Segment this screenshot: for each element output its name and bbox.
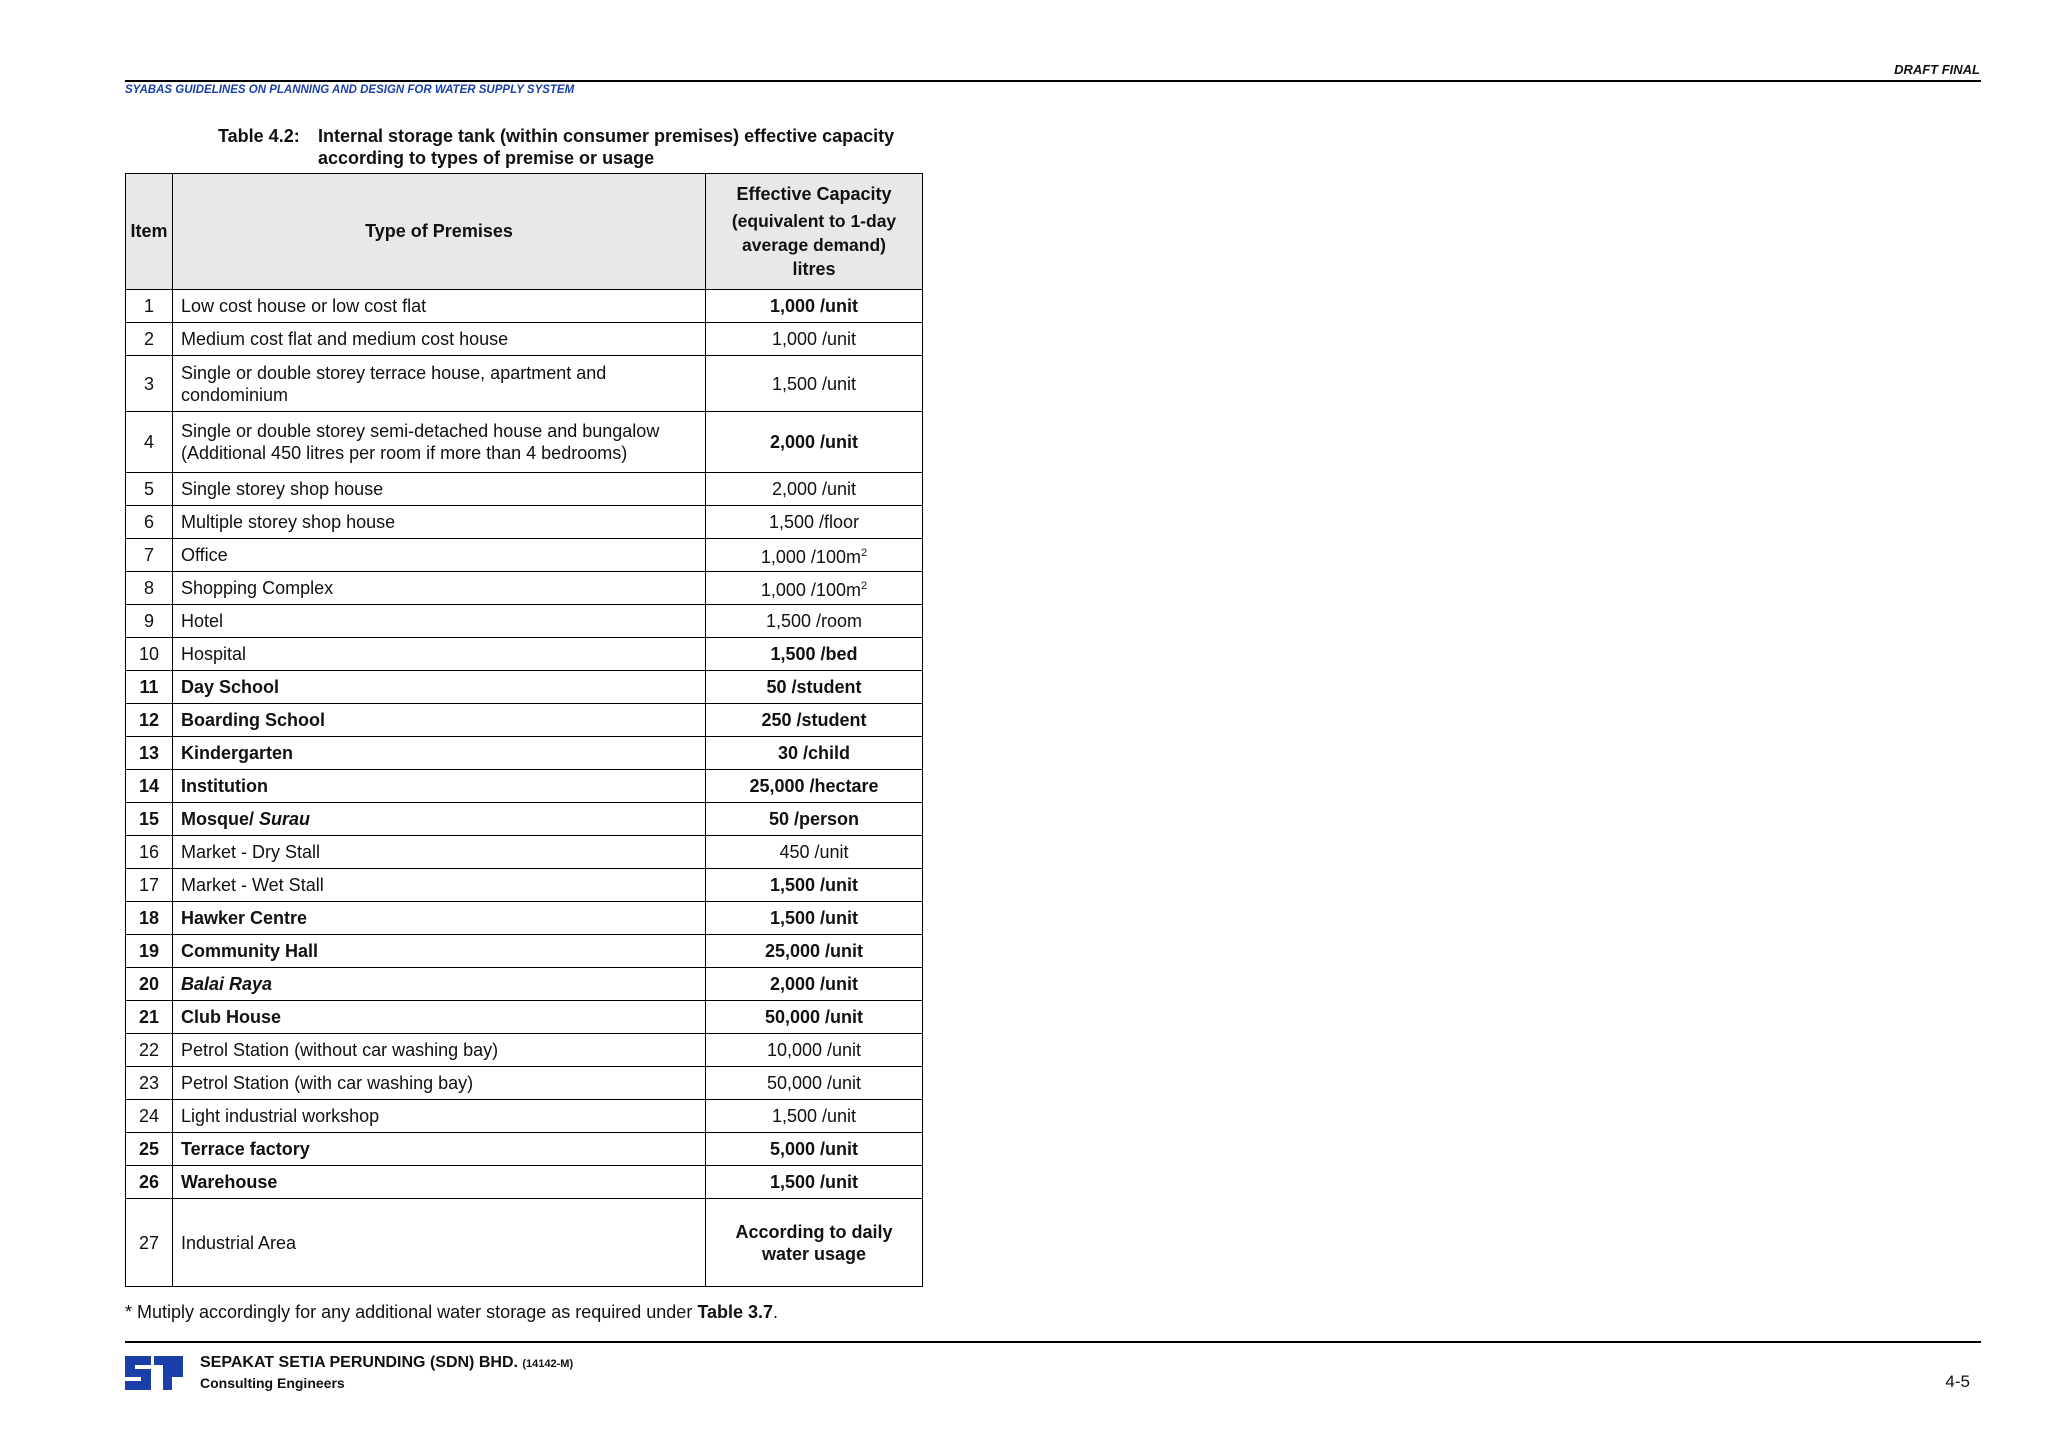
row-capacity: 1,500 /unit (706, 869, 923, 902)
row-capacity: 2,000 /unit (706, 968, 923, 1001)
logo-shape (125, 1356, 183, 1390)
row-capacity: 50,000 /unit (706, 1001, 923, 1034)
row-item: 8 (126, 572, 173, 605)
row-type-italic: Surau (259, 809, 311, 829)
row-item: 13 (126, 737, 173, 770)
table-row (126, 737, 923, 770)
document-title: SYABAS GUIDELINES ON PLANNING AND DESIGN FOR WATER SUPPLY SYSTEM (125, 84, 575, 96)
row-type: Office (173, 539, 706, 572)
row-type: Petrol Station (with car washing bay) (173, 1067, 706, 1100)
row-type-text: Mosque/ (181, 809, 255, 829)
row-item: 12 (126, 704, 173, 737)
row-type: Market - Dry Stall (173, 836, 706, 869)
row-type: Hotel (173, 605, 706, 638)
row-item: 19 (126, 935, 173, 968)
row-item: 25 (126, 1133, 173, 1166)
company-logo-icon (125, 1356, 183, 1390)
row-item: 3 (126, 356, 173, 412)
header-capacity-line2: (equivalent to 1-day average demand) (731, 210, 897, 255)
row-type: Multiple storey shop house (173, 506, 706, 539)
company-name-text: SEPAKAT SETIA PERUNDING (SDN) BHD. (200, 1354, 518, 1371)
company-name (200, 1354, 573, 1372)
row-item: 9 (126, 605, 173, 638)
row-capacity: 1,500 /unit (706, 1166, 923, 1199)
table-row (126, 412, 923, 473)
table-row (126, 506, 923, 539)
row-capacity: 50,000 /unit (706, 1067, 923, 1100)
row-type: Boarding School (173, 704, 706, 737)
table-row (126, 1001, 923, 1034)
table-row (126, 935, 923, 968)
row-capacity: 25,000 /unit (706, 935, 923, 968)
table-row (126, 770, 923, 803)
row-type-line1: Single or double storey semi-detached house and bungalow (181, 421, 660, 441)
row-capacity: 5,000 /unit (706, 1133, 923, 1166)
footer-rule (125, 1341, 1981, 1343)
table-row (126, 836, 923, 869)
row-type: Medium cost flat and medium cost house (173, 323, 706, 356)
table-row (126, 1199, 923, 1287)
row-item: 10 (126, 638, 173, 671)
header-capacity (706, 174, 923, 290)
table-footnote (125, 1302, 778, 1323)
row-capacity: 25,000 /hectare (706, 770, 923, 803)
row-item: 22 (126, 1034, 173, 1067)
capacity-superscript: 2 (860, 547, 868, 559)
header-type: Type of Premises (173, 174, 706, 290)
row-type: Hospital (173, 638, 706, 671)
row-item: 16 (126, 836, 173, 869)
row-type: Single or double storey terrace house, apartment and condominium (173, 356, 706, 412)
row-type: Low cost house or low cost flat (173, 290, 706, 323)
table-row (126, 473, 923, 506)
table-row (126, 638, 923, 671)
table-row (126, 671, 923, 704)
row-item: 7 (126, 539, 173, 572)
row-type: Market - Wet Stall (173, 869, 706, 902)
row-type: Industrial Area (173, 1199, 706, 1287)
table-caption (218, 125, 894, 169)
table-row (126, 968, 923, 1001)
row-type: Warehouse (173, 1166, 706, 1199)
header-item: Item (126, 174, 173, 290)
company-subtitle: Consulting Engineers (200, 1375, 345, 1391)
caption-line1: Internal storage tank (within consumer premises) effective capacity (318, 126, 895, 146)
row-item: 18 (126, 902, 173, 935)
table-row (126, 902, 923, 935)
storage-capacity-table (125, 173, 923, 1287)
row-item: 1 (126, 290, 173, 323)
row-capacity (706, 539, 923, 572)
row-capacity: 450 /unit (706, 836, 923, 869)
row-type (173, 803, 706, 836)
table-row (126, 1100, 923, 1133)
row-capacity: 1,500 /unit (706, 902, 923, 935)
row-item: 5 (126, 473, 173, 506)
row-item: 26 (126, 1166, 173, 1199)
row-capacity: 2,000 /unit (706, 473, 923, 506)
capacity-value: 1,000 /100m (760, 580, 861, 600)
row-capacity: 2,000 /unit (706, 412, 923, 473)
row-type (173, 412, 706, 473)
row-capacity-line1: According to daily (735, 1221, 893, 1242)
row-item: 17 (126, 869, 173, 902)
company-reg-no: (14142-M) (522, 1358, 574, 1370)
row-capacity: 1,500 /unit (706, 356, 923, 412)
row-item: 6 (126, 506, 173, 539)
table-row (126, 704, 923, 737)
row-capacity: 30 /child (706, 737, 923, 770)
table-header-row (126, 174, 923, 290)
table-row (126, 290, 923, 323)
table-row (126, 803, 923, 836)
row-item: 11 (126, 671, 173, 704)
row-capacity: 50 /student (706, 671, 923, 704)
table-row (126, 539, 923, 572)
row-capacity: 1,500 /room (706, 605, 923, 638)
capacity-value: 1,000 /100m (760, 547, 861, 567)
row-item: 4 (126, 412, 173, 473)
row-capacity: 1,000 /unit (706, 323, 923, 356)
footnote-text: * Mutiply accordingly for any additional water storage as required under (125, 1302, 698, 1322)
row-type: Single storey shop house (173, 473, 706, 506)
row-capacity (706, 1199, 923, 1287)
row-capacity (706, 572, 923, 605)
row-capacity: 50 /person (706, 803, 923, 836)
table-row (126, 1067, 923, 1100)
row-type-line2: (Additional 450 litres per room if more than 4 bedrooms) (181, 443, 628, 463)
row-capacity: 1,000 /unit (706, 290, 923, 323)
row-type: Day School (173, 671, 706, 704)
row-item: 14 (126, 770, 173, 803)
row-capacity: 250 /student (706, 704, 923, 737)
row-type: Hawker Centre (173, 902, 706, 935)
row-type: Terrace factory (173, 1133, 706, 1166)
row-item: 2 (126, 323, 173, 356)
row-capacity-line2: water usage (761, 1243, 867, 1264)
row-type: Kindergarten (173, 737, 706, 770)
table-row (126, 572, 923, 605)
header-capacity-line1: Effective Capacity (736, 183, 892, 204)
capacity-superscript: 2 (860, 580, 868, 592)
table-row (126, 1034, 923, 1067)
row-item: 24 (126, 1100, 173, 1133)
row-item: 15 (126, 803, 173, 836)
header-capacity-unit: litres (792, 258, 836, 279)
caption-line2: according to types of premise or usage (318, 148, 655, 168)
table-row (126, 1166, 923, 1199)
row-type: Petrol Station (without car washing bay) (173, 1034, 706, 1067)
row-capacity: 1,500 /unit (706, 1100, 923, 1133)
row-type: Institution (173, 770, 706, 803)
row-capacity: 1,500 /floor (706, 506, 923, 539)
caption-label: Table 4.2: (218, 126, 300, 146)
table-row (126, 323, 923, 356)
row-type: Shopping Complex (173, 572, 706, 605)
row-type: Club House (173, 1001, 706, 1034)
row-type: Community Hall (173, 935, 706, 968)
row-item: 20 (126, 968, 173, 1001)
row-type: Balai Raya (173, 968, 706, 1001)
table-row (126, 605, 923, 638)
header-rule (125, 80, 1981, 82)
table-row (126, 356, 923, 412)
footnote-ref: Table 3.7 (697, 1302, 774, 1322)
table-row (126, 869, 923, 902)
footnote-end: . (773, 1302, 779, 1322)
row-type: Light industrial workshop (173, 1100, 706, 1133)
row-item: 21 (126, 1001, 173, 1034)
row-capacity: 10,000 /unit (706, 1034, 923, 1067)
page-number: 4-5 (1945, 1372, 1970, 1391)
row-item: 23 (126, 1067, 173, 1100)
row-capacity: 1,500 /bed (706, 638, 923, 671)
table-row (126, 1133, 923, 1166)
row-item: 27 (126, 1199, 173, 1287)
draft-label: DRAFT FINAL (1894, 62, 1980, 77)
